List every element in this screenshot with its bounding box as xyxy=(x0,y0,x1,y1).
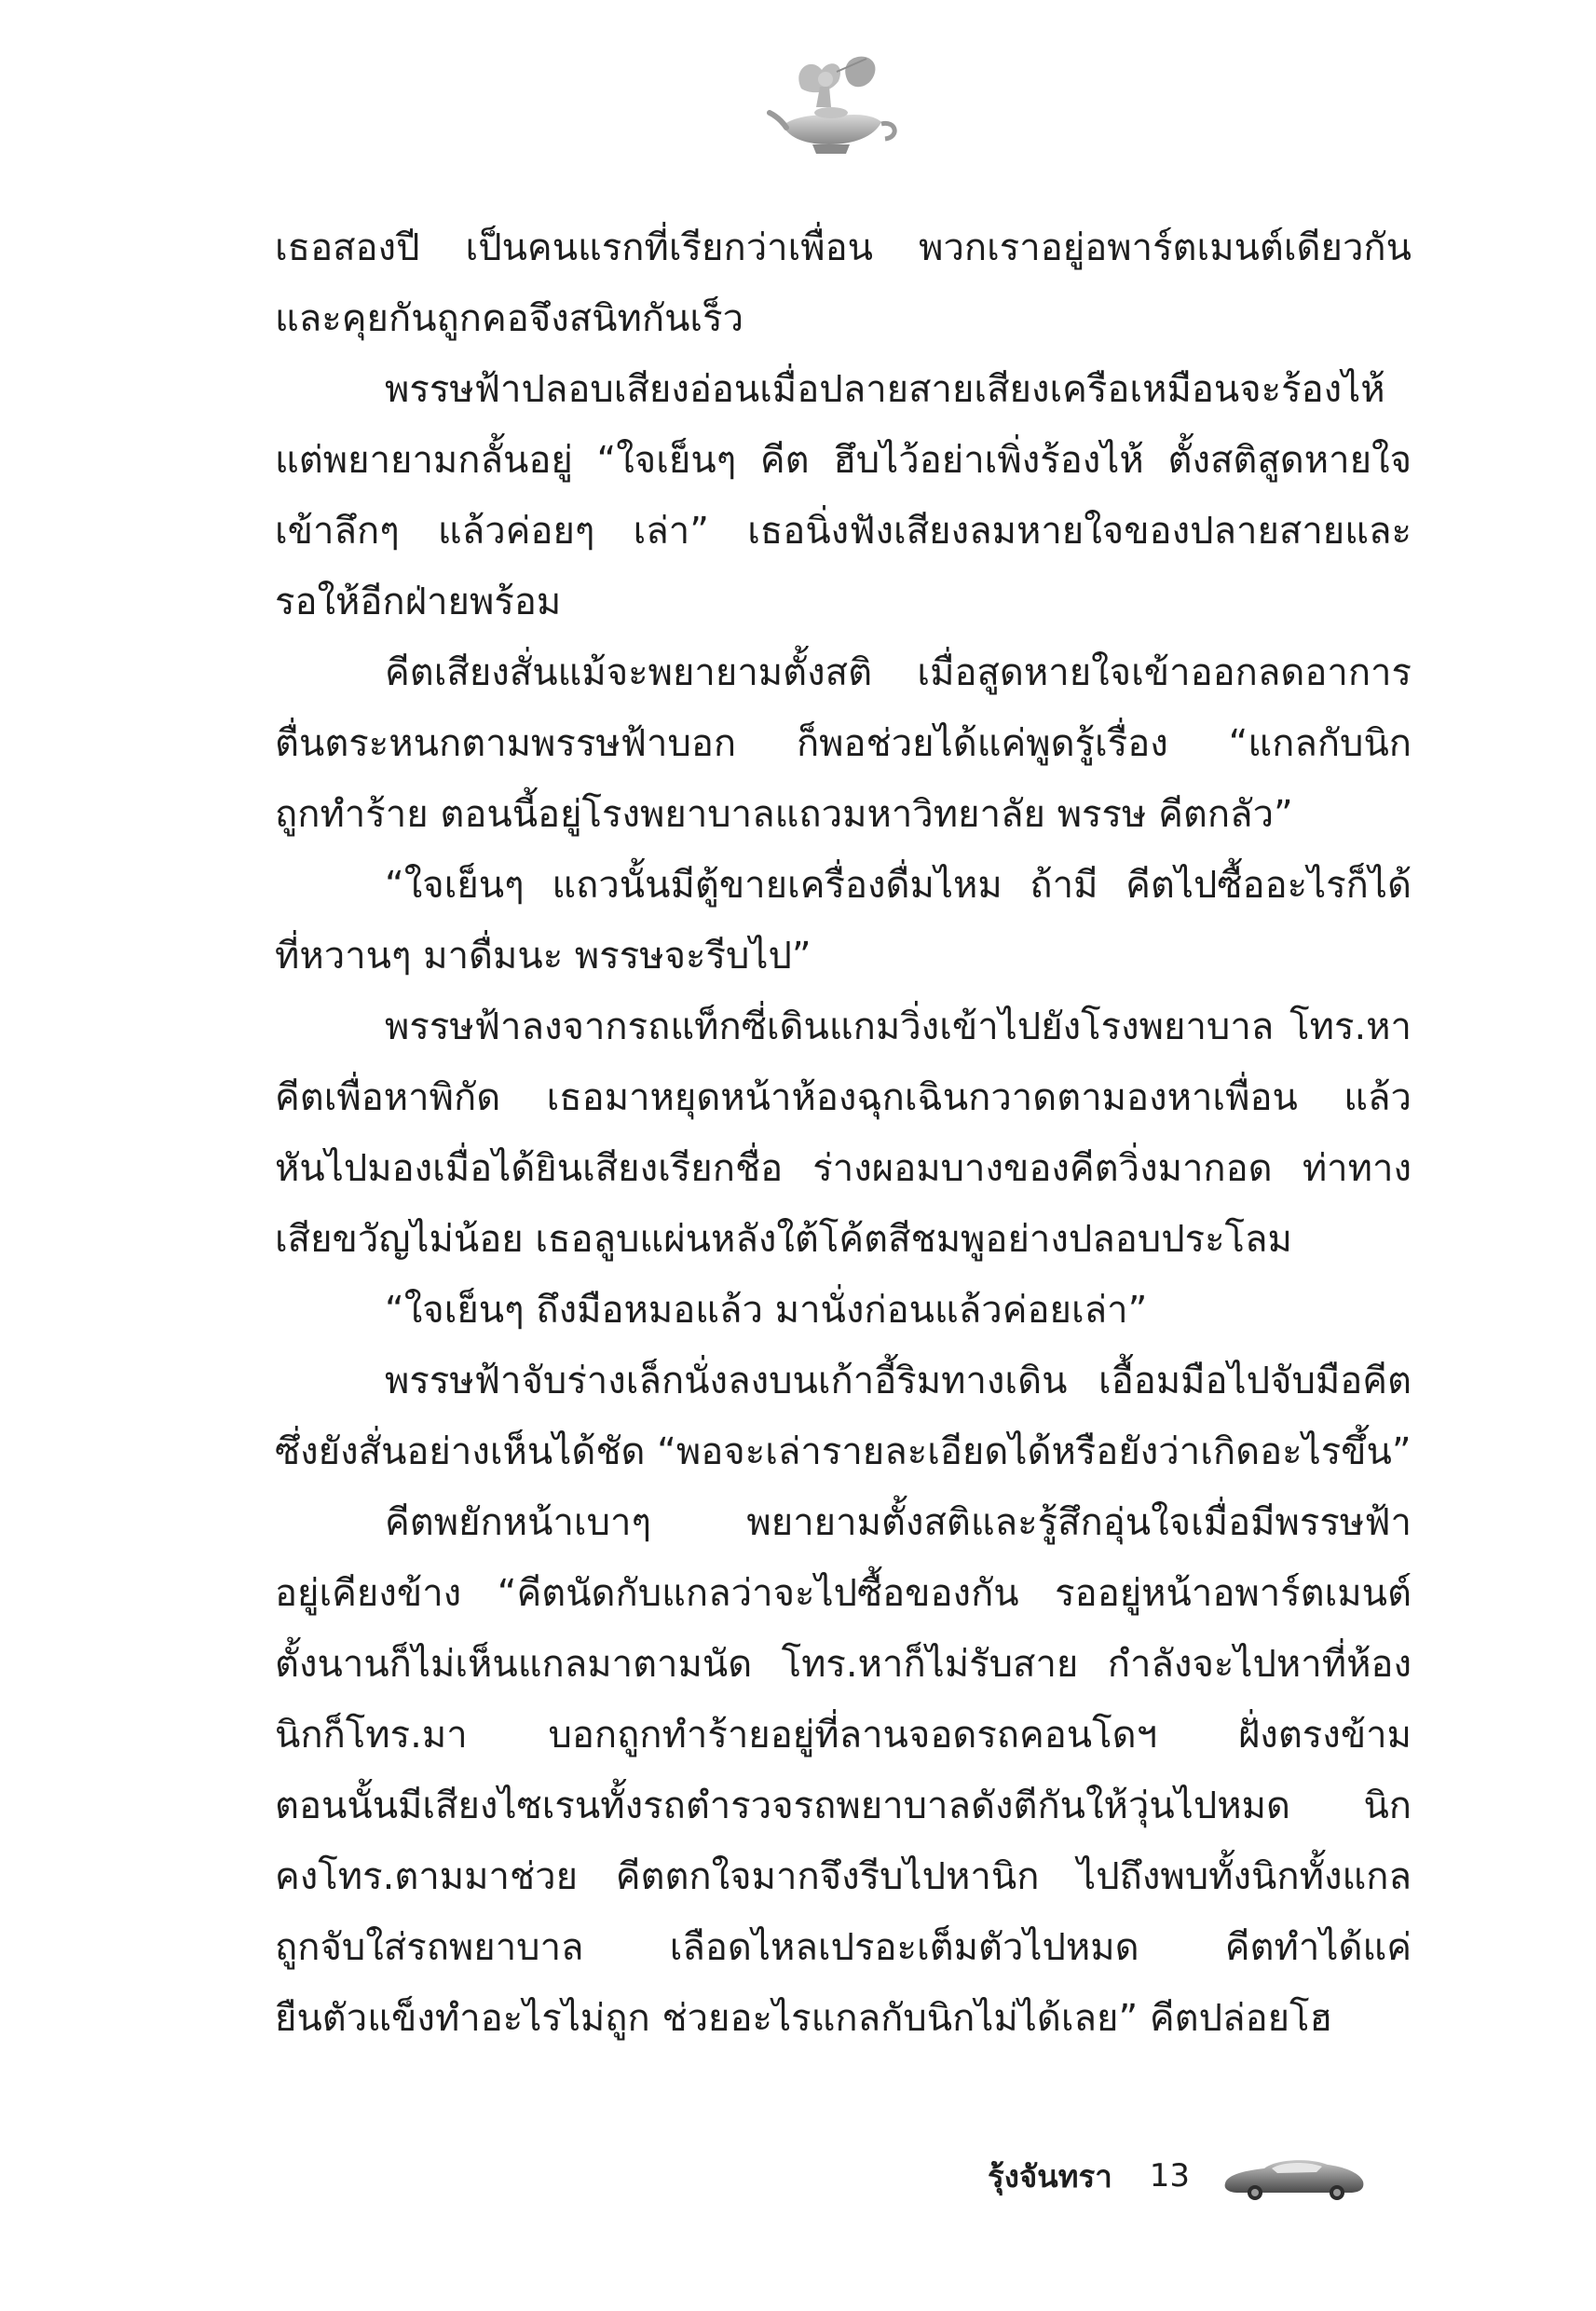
text-line: ยืนตัวแข็งทำอะไรไม่ถูก ช่วยอะไรแกลกับนิกไม่ได้เลย” คีตปล่อยโฮ xyxy=(275,1997,1332,2040)
text-line: เธอสองปี เป็นคนแรกที่เรียกว่าเพื่อน พวกเราอยู่อพาร์ตเมนต์เดียวกัน xyxy=(275,226,1412,269)
text-line: เสียขวัญไม่น้อย เธอลูบแผ่นหลังใต้โค้ตสีชมพูอย่างปลอบประโลม xyxy=(275,1218,1292,1261)
page-number: 13 xyxy=(1149,2157,1191,2195)
text-line: คีตพยักหน้าเบาๆ พยายามตั้งสติและรู้สึกอุ่นใจเมื่อมีพรรษฟ้า xyxy=(385,1501,1412,1544)
text-line: ตื่นตระหนกตามพรรษฟ้าบอก ก็พอช่วยได้แค่พูดรู้เรื่อง “แกลกับนิก xyxy=(275,722,1412,765)
text-line: พรรษฟ้าปลอบเสียงอ่อนเมื่อปลายสายเสียงเครือเหมือนจะร้องไห้ xyxy=(385,368,1385,411)
page-footer xyxy=(988,2148,1369,2204)
text-line: ซึ่งยังสั่นอย่างเห็นได้ชัด “พอจะเล่ารายละเอียดได้หรือยังว่าเกิดอะไรขึ้น” xyxy=(275,1430,1412,1473)
book-title: รุ้งจันทรา xyxy=(988,2157,1112,2195)
text-line: และคุยกันถูกคอจึงสนิทกันเร็ว xyxy=(275,297,744,340)
body-text xyxy=(275,212,1412,2054)
text-line: อยู่เคียงข้าง “คีตนัดกับแกลว่าจะไปซื้อของกัน รออยู่หน้าอพาร์ตเมนต์ xyxy=(275,1572,1412,1615)
text-line: ที่หวานๆ มาดื่มนะ พรรษจะรีบไป” xyxy=(275,935,812,978)
text-line: คีตเสียงสั่นแม้จะพยายามตั้งสติ เมื่อสูดหายใจเข้าออกลดอาการ xyxy=(385,651,1412,694)
text-line: “ใจเย็นๆ ถึงมือหมอแล้ว มานั่งก่อนแล้วค่อยเล่า” xyxy=(385,1289,1148,1332)
text-line: แต่พยายามกลั้นอยู่ “ใจเย็นๆ คีต ฮึบไว้อย่าเพิ่งร้องไห้ ตั้งสติสูดหายใจ xyxy=(275,439,1412,482)
text-line: พรรษฟ้าลงจากรถแท็กซี่เดินแกมวิ่งเข้าไปยังโรงพยาบาล โทร.หา xyxy=(385,1005,1412,1048)
text-line: รอให้อีกฝ่ายพร้อม xyxy=(275,581,562,623)
text-line: ถูกจับใส่รถพยาบาล เลือดไหลเปรอะเต็มตัวไปหมด คีตทำได้แค่ xyxy=(275,1926,1412,1969)
text-line: คงโทร.ตามมาช่วย คีตตกใจมากจึงรีบไปหานิก ไปถึงพบทั้งนิกทั้งแกล xyxy=(275,1855,1412,1898)
text-line: คีตเพื่อหาพิกัด เธอมาหยุดหน้าห้องฉุกเฉินกวาดตามองหาเพื่อน แล้ว xyxy=(275,1076,1412,1119)
sports-car-icon xyxy=(1220,2152,1369,2200)
text-line: ถูกทำร้าย ตอนนี้อยู่โรงพยาบาลแถวมหาวิทยาลัย พรรษ คีตกลัว” xyxy=(275,793,1293,836)
magic-lamp-icon xyxy=(764,51,904,163)
text-line: พรรษฟ้าจับร่างเล็กนั่งลงบนเก้าอี้ริมทางเดิน เอื้อมมือไปจับมือคีต xyxy=(385,1360,1412,1402)
text-line: “ใจเย็นๆ แถวนั้นมีตู้ขายเครื่องดื่มไหม ถ้ามี คีตไปซื้ออะไรก็ได้ xyxy=(385,864,1412,907)
text-line: ตอนนั้นมีเสียงไซเรนทั้งรถตำรวจรถพยาบาลดังตีกันให้วุ่นไปหมด นิก xyxy=(275,1785,1412,1827)
text-line: หันไปมองเมื่อได้ยินเสียงเรียกชื่อ ร่างผอมบางของคีตวิ่งมากอด ท่าทาง xyxy=(275,1147,1412,1190)
text-line: ตั้งนานก็ไม่เห็นแกลมาตามนัด โทร.หาก็ไม่รับสาย กำลังจะไปหาที่ห้อง xyxy=(275,1643,1412,1686)
text-line: นิกก็โทร.มา บอกถูกทำร้ายอยู่ที่ลานจอดรถคอนโดฯ ฝั่งตรงข้าม xyxy=(275,1714,1412,1757)
text-line: เข้าลึกๆ แล้วค่อยๆ เล่า” เธอนิ่งฟังเสียงลมหายใจของปลายสายและ xyxy=(275,510,1412,553)
